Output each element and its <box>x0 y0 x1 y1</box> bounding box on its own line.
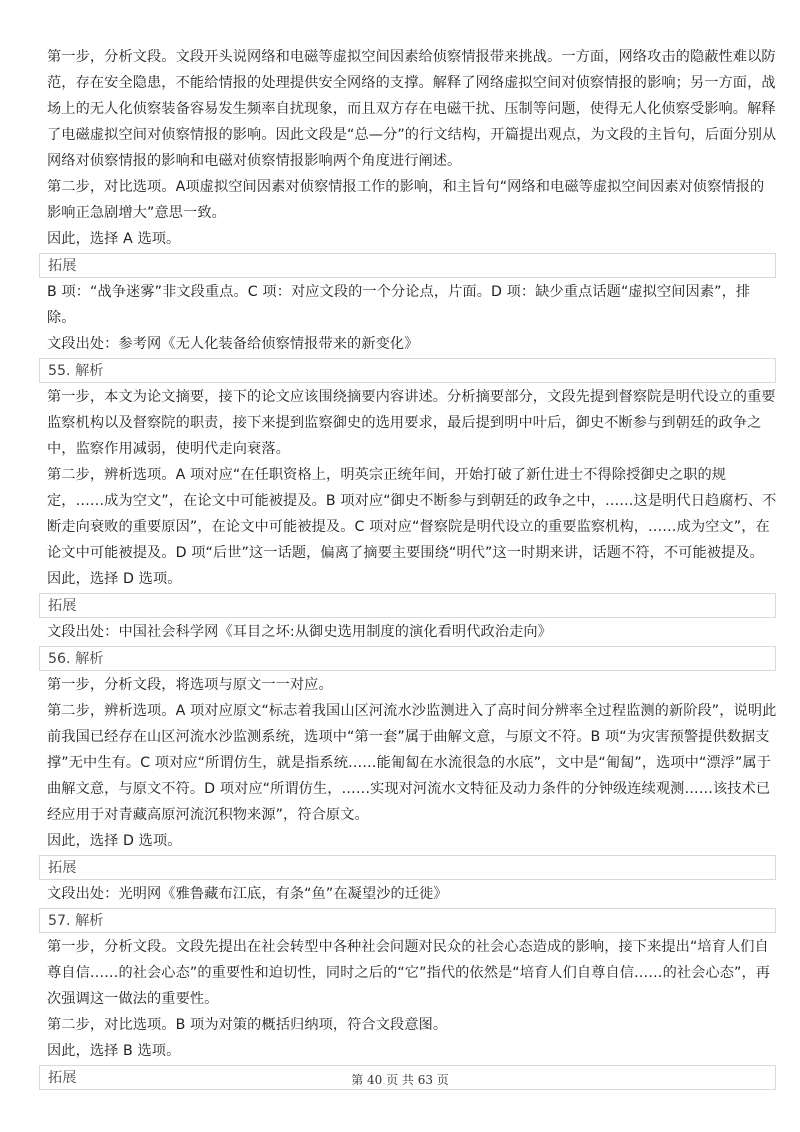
paragraph: 因此，选择 D 选项。 <box>47 571 182 587</box>
paragraph: 第二步，对比选项。A项虚拟空间因素对侦察情报工作的影响，和主旨句“网络和电磁等虚拟空间因素对侦察情报的影响正急剧增大”意思一致。 <box>47 179 765 221</box>
paragraph: 第二步，辨析选项。A 项对应原文“标志着我国山区河流水沙监测进入了高时间分辨率全过程监测的新阶段”，说明此前我国已经存在山区河流水沙监测系统，选项中“第一套”属于曲解文意，与原文不符。B 项“为灾害预警提供数据支撑”无中生有。C 项对应“所谓仿生，就是指系统……能匍匐在水流很急的水底”，文中是“匍匐”，选项中“漂浮”属于曲解文意，与原文不符。D 项对应“所谓仿生，……实现对河流水文特征及动力条件的分钟级连续观测……该技术已经应用于对青藏高原河流沉积物来源”，符合原文。 <box>47 703 777 823</box>
paragraph: 因此，选择 A 选项。 <box>47 231 181 247</box>
page-content <box>47 0 777 1091</box>
paragraph: 第二步，辨析选项。A 项对应“在任职资格上，明英宗正统年间，开始打破了新仕进士不得除授御史之职的规定，……成为空文”，在论文中可能被提及。B 项对应“御史不断参与到朝廷的政争之中，……这是明代日趋腐朽、不断走向衰败的重要原因”，在论文中可能被提及。C 项对应“督察院是明代设立的重要监察机构，……成为空文”，在论文中可能被提及。D 项“后世”这一话题，偏离了摘要主要围绕“明代”这一时期来讲，话题不符，不可能被提及。 <box>47 467 777 561</box>
source-note: 文段出处：光明网《雅鲁藏布江底，有条“鱼”在凝望沙的迁徙》 <box>47 886 448 902</box>
paragraph: 第二步，对比选项。B 项为对策的概括归纳项，符合文段意图。 <box>47 1017 448 1033</box>
section-bar-analysis-56: 56. 解析 <box>39 646 776 671</box>
source-note: 文段出处：中国社会科学网《耳目之坏:从御史选用制度的演化看明代政治走向》 <box>47 624 552 640</box>
source-note: 文段出处：参考网《无人化装备给侦察情报带来的新变化》 <box>47 336 419 352</box>
section-bar-analysis-57: 57. 解析 <box>39 908 776 933</box>
section-bar-extension: 拓展 <box>39 1065 776 1090</box>
section-bar-extension: 拓展 <box>39 253 776 278</box>
paragraph: 因此，选择 D 选项。 <box>47 833 182 849</box>
paragraph: 第一步，分析文段。文段先提出在社会转型中各种社会问题对民众的社会心态造成的影响，接下来提出“培育人们自尊自信……的社会心态”的重要性和迫切性，同时之后的“它”指代的依然是“培育人们自尊自信……的社会心态”，再次强调这一做法的重要性。 <box>47 939 771 1007</box>
paragraph: 第一步，本文为论文摘要，接下的论文应该围绕摘要内容讲述。分析摘要部分，文段先提到督察院是明代设立的重要监察机构以及督察院的职责，接下来提到监察御史的选用要求，最后提到明中叶后，御史不断参与到朝廷的政争之中，监察作用减弱，使明代走向衰落。 <box>47 389 776 457</box>
page-number-footer: 第 40 页 共 63 页 <box>351 1073 449 1087</box>
paragraph: 因此，选择 B 选项。 <box>47 1043 181 1059</box>
paragraph: B 项：“战争迷雾”非文段重点。C 项：对应文段的一个分论点，片面。D 项：缺少重点话题“虚拟空间因素”，排除。 <box>47 284 751 326</box>
section-bar-analysis-55: 55. 解析 <box>39 358 776 383</box>
section-bar-extension: 拓展 <box>39 855 776 880</box>
paragraph: 第一步，分析文段。文段开头说网络和电磁等虚拟空间因素给侦察情报带来挑战。一方面，网络攻击的隐蔽性难以防范，存在安全隐患，不能给情报的处理提供安全网络的支撑。解释了网络虚拟空间对侦察情报的影响；另一方面，战场上的无人化侦察装备容易发生频率自扰现象，而且双方存在电磁干扰、压制等问题，使得无人化侦察受影响。解释了电磁虚拟空间对侦察情报的影响。因此文段是“总—分”的行文结构，开篇提出观点，为文段的主旨句，后面分别从网络对侦察情报的影响和电磁对侦察情报影响两个角度进行阐述。 <box>47 49 777 169</box>
paragraph: 第一步，分析文段，将选项与原文一一对应。 <box>47 677 333 693</box>
section-bar-extension: 拓展 <box>39 593 776 618</box>
